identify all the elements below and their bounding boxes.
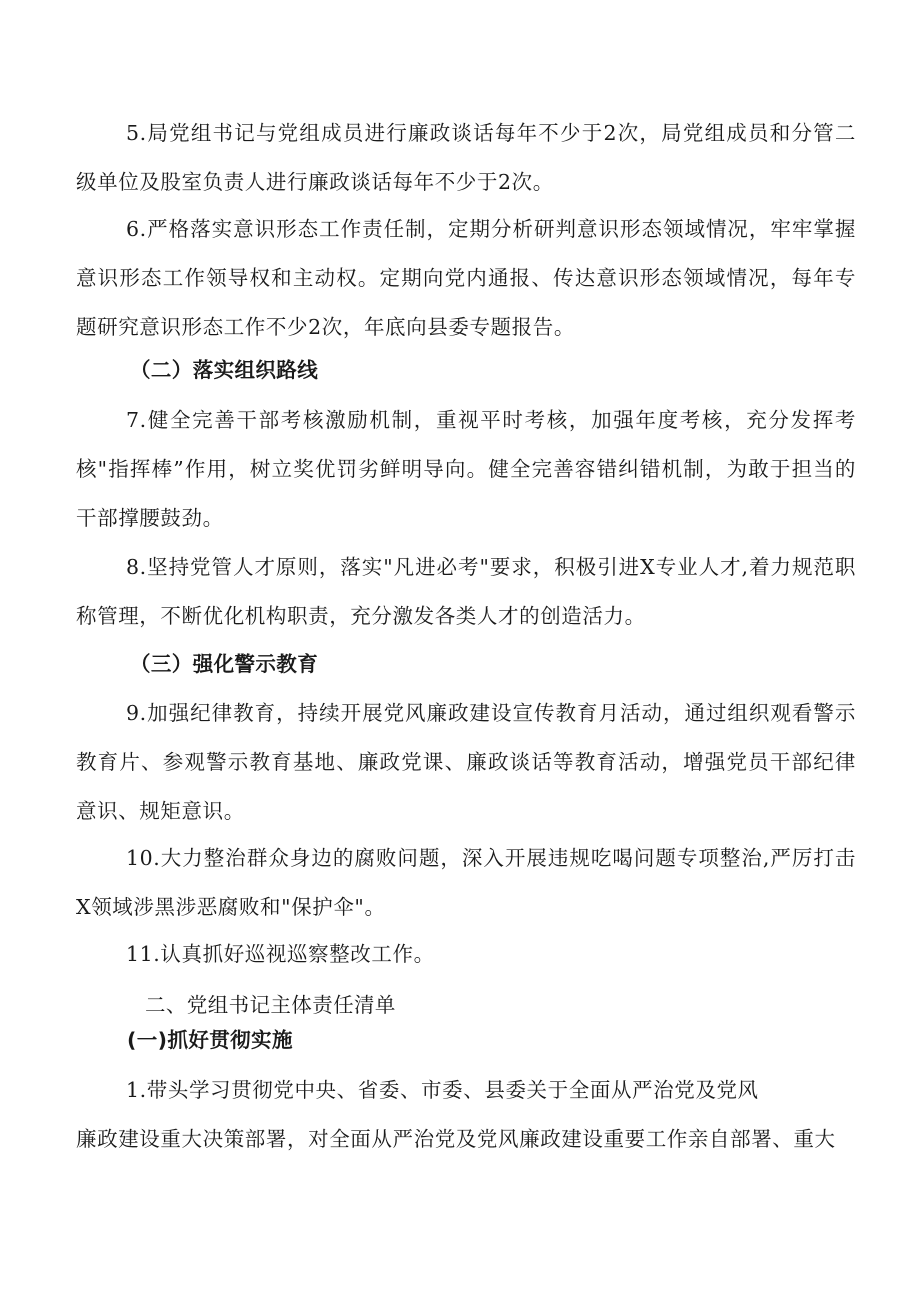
paragraph-item-7: 7.健全完善干部考核激励机制，重视平时考核，加强年度考核，充分发挥考核"指挥棒”作用，树立奖优罚劣鲜明导向。健全完善容错纠错机制，为敢于担当的干部撑腰鼓劲。 (76, 408, 856, 530)
subheading-implement-organizational-line: （二）落实组织路线 (130, 358, 319, 382)
section-title-party-secretary-responsibilities: 二、党组书记主体责任清单 (145, 993, 396, 1017)
paragraph-item-8: 8.坚持党管人才原则，落实"凡进必考"要求，积极引进X专业人才,着力规范职称管理，不断优化机构职责，充分激发各类人才的创造活力。 (76, 555, 856, 628)
paragraph-item-1-line-1: 1.带头学习贯彻党中央、省委、市委、县委关于全面从严治党及党风 (126, 1078, 759, 1102)
paragraph-item-10: 10.大力整治群众身边的腐败问题，深入开展违规吃喝问题专项整治,严厉打击X领域涉黑涉恶腐败和"保护伞"。 (76, 846, 856, 919)
subheading-implementation: (一)抓好贯彻实施 (127, 1028, 293, 1052)
paragraph-item-9: 9.加强纪律教育，持续开展党风廉政建设宣传教育月活动，通过组织观看警示教育片、参观警示教育基地、廉政党课、廉政谈话等教育活动，增强党员干部纪律意识、规矩意识。 (76, 701, 856, 823)
subheading-strengthen-warning-education: （三）强化警示教育 (130, 652, 319, 676)
paragraph-item-11: 11.认真抓好巡视巡察整改工作。 (126, 942, 435, 966)
paragraph-item-6: 6.严格落实意识形态工作责任制，定期分析研判意识形态领域情况，牢牢掌握意识形态工作领导权和主动权。定期向党内通报、传达意识形态领域情况，每年专题研究意识形态工作不少2次，年底向县委专题报告。 (76, 217, 856, 339)
paragraph-item-1-line-2: 廉政建设重大决策部署，对全面从严治党及党风廉政建设重要工作亲自部署、重大 (76, 1127, 836, 1151)
paragraph-item-5: 5.局党组书记与党组成员进行廉政谈话每年不少于2次，局党组成员和分管二级单位及股室负责人进行廉政谈话每年不少于2次。 (76, 121, 856, 194)
